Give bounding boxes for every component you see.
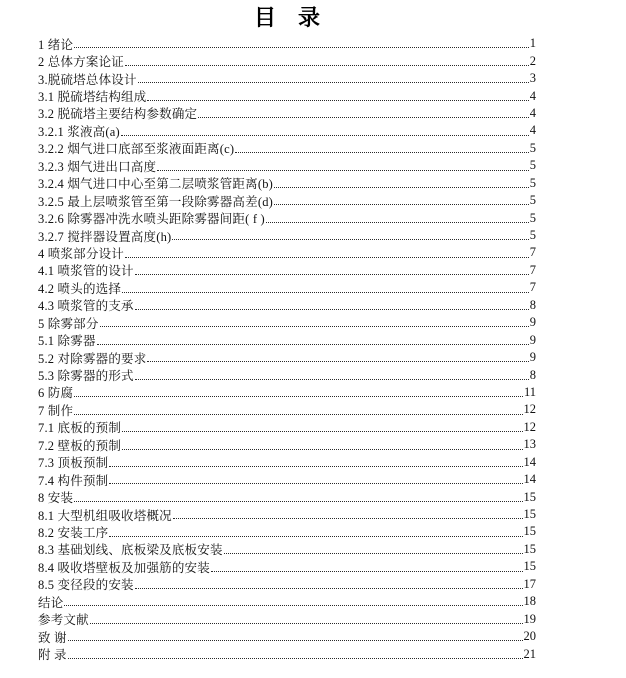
toc-entry-label: 7.4 构件预制 bbox=[38, 473, 109, 488]
toc-entry bbox=[38, 35, 536, 52]
dot-leader bbox=[135, 274, 529, 275]
dot-leader bbox=[109, 466, 522, 467]
toc-entry bbox=[38, 645, 536, 662]
toc-entry bbox=[38, 541, 536, 558]
dot-leader bbox=[68, 640, 523, 641]
toc-entry-label: 参考文献 bbox=[38, 613, 89, 628]
toc-entry bbox=[38, 384, 536, 401]
toc-entry-label: 8.4 吸收塔壁板及加强筋的安装 bbox=[38, 560, 210, 575]
toc-entry bbox=[38, 157, 536, 174]
toc-entry-page: 3 bbox=[529, 71, 536, 86]
toc-entry-page: 15 bbox=[523, 559, 536, 574]
toc-entry-label: 1 绪论 bbox=[38, 37, 74, 52]
toc-entry bbox=[38, 401, 536, 418]
dot-leader bbox=[122, 449, 522, 450]
toc-entry-label: 7 制作 bbox=[38, 403, 74, 418]
dot-leader bbox=[74, 501, 522, 502]
toc-entry-page: 15 bbox=[523, 541, 536, 556]
toc-entry bbox=[38, 506, 536, 523]
toc-entry-page: 5 bbox=[529, 228, 536, 243]
dot-leader bbox=[172, 239, 528, 240]
toc-entry-label: 3.2.2 烟气进口底部至浆液面距离(c) bbox=[38, 142, 235, 157]
dot-leader bbox=[157, 170, 529, 171]
toc-entry-page: 15 bbox=[523, 489, 536, 504]
toc-entry-page: 4 bbox=[529, 123, 536, 138]
toc-entry-page: 7 bbox=[529, 245, 536, 260]
dot-leader bbox=[100, 326, 529, 327]
toc-entry bbox=[38, 628, 536, 645]
toc-entry-label: 4 喷浆部分设计 bbox=[38, 246, 124, 261]
toc-entry bbox=[38, 419, 536, 436]
toc-entry bbox=[38, 436, 536, 453]
toc-entry-page: 9 bbox=[529, 350, 536, 365]
toc-entry-label: 7.1 底板的预制 bbox=[38, 421, 122, 436]
dot-leader bbox=[109, 536, 522, 537]
toc-list bbox=[38, 35, 536, 663]
dot-leader bbox=[198, 117, 528, 118]
dot-leader bbox=[135, 588, 523, 589]
dot-leader bbox=[173, 518, 523, 519]
toc-entry bbox=[38, 122, 536, 139]
toc-entry-label: 3.2.3 烟气进出口高度 bbox=[38, 159, 157, 174]
toc-entry-page: 7 bbox=[529, 280, 536, 295]
dot-leader bbox=[274, 204, 529, 205]
toc-entry-label: 8.2 安装工序 bbox=[38, 525, 109, 540]
toc-entry-label: 8.5 变径段的安装 bbox=[38, 578, 134, 593]
toc-entry bbox=[38, 454, 536, 471]
toc-entry bbox=[38, 488, 536, 505]
toc-entry-page: 8 bbox=[529, 297, 536, 312]
dot-leader bbox=[125, 257, 529, 258]
toc-entry-label: 7.3 顶板预制 bbox=[38, 456, 109, 471]
toc-entry bbox=[38, 593, 536, 610]
dot-leader bbox=[90, 623, 523, 624]
dot-leader bbox=[224, 553, 523, 554]
toc-entry-page: 17 bbox=[523, 576, 536, 591]
toc-entry bbox=[38, 175, 536, 192]
toc-entry-page: 7 bbox=[529, 262, 536, 277]
toc-entry-page: 15 bbox=[523, 524, 536, 539]
dot-leader bbox=[274, 187, 529, 188]
toc-entry-page: 2 bbox=[529, 53, 536, 68]
toc-entry bbox=[38, 262, 536, 279]
toc-entry bbox=[38, 297, 536, 314]
toc-entry-page: 9 bbox=[529, 315, 536, 330]
dot-leader bbox=[122, 431, 522, 432]
dot-leader bbox=[138, 82, 529, 83]
toc-entry bbox=[38, 523, 536, 540]
dot-leader bbox=[97, 344, 529, 345]
toc-entry-page: 14 bbox=[523, 472, 536, 487]
toc-entry-label: 附 录 bbox=[38, 648, 67, 663]
dot-leader bbox=[74, 414, 522, 415]
toc-entry-page: 18 bbox=[523, 594, 536, 609]
toc-entry bbox=[38, 471, 536, 488]
dot-leader bbox=[235, 152, 529, 153]
toc-entry-page: 9 bbox=[529, 332, 536, 347]
toc-entry-label: 8 安装 bbox=[38, 491, 74, 506]
toc-entry bbox=[38, 244, 536, 261]
toc-entry-label: 3.脱硫塔总体设计 bbox=[38, 72, 137, 87]
toc-entry bbox=[38, 610, 536, 627]
toc-entry-page: 4 bbox=[529, 105, 536, 120]
dot-leader bbox=[68, 658, 523, 659]
toc-entry bbox=[38, 366, 536, 383]
toc-entry bbox=[38, 349, 536, 366]
toc-entry-page: 1 bbox=[529, 36, 536, 51]
toc-entry-label: 4.3 喷浆管的支承 bbox=[38, 299, 134, 314]
toc-entry-label: 3.2.5 最上层喷浆管至第一段除雾器高差(d) bbox=[38, 194, 274, 209]
toc-entry-label: 3.2.7 搅拌器设置高度(h) bbox=[38, 229, 172, 244]
toc-entry-page: 12 bbox=[523, 402, 536, 417]
toc-entry-page: 8 bbox=[529, 367, 536, 382]
toc-entry-page: 5 bbox=[529, 193, 536, 208]
toc-entry-label: 3.2 脱硫塔主要结构参数确定 bbox=[38, 107, 198, 122]
toc-entry-page: 14 bbox=[523, 454, 536, 469]
toc-entry bbox=[38, 227, 536, 244]
toc-entry-label: 8.3 基础划线、底板梁及底板安装 bbox=[38, 543, 223, 558]
toc-entry-label: 3.2.6 除雾器冲洗水喷头距除雾器间距( f ) bbox=[38, 212, 265, 227]
dot-leader bbox=[125, 65, 529, 66]
toc-entry bbox=[38, 105, 536, 122]
dot-leader bbox=[74, 396, 523, 397]
toc-entry-page: 13 bbox=[523, 437, 536, 452]
dot-leader bbox=[147, 361, 528, 362]
toc-entry-label: 8.1 大型机组吸收塔概况 bbox=[38, 508, 172, 523]
dot-leader bbox=[64, 605, 522, 606]
toc-entry-label: 5.1 除雾器 bbox=[38, 334, 96, 349]
dot-leader bbox=[147, 100, 528, 101]
toc-entry-label: 4.1 喷浆管的设计 bbox=[38, 264, 134, 279]
toc-entry-page: 4 bbox=[529, 88, 536, 103]
toc-entry-label: 4.2 喷头的选择 bbox=[38, 281, 122, 296]
toc-entry bbox=[38, 140, 536, 157]
toc-entry-label: 致 谢 bbox=[38, 630, 67, 645]
toc-entry bbox=[38, 209, 536, 226]
dot-leader bbox=[266, 222, 529, 223]
dot-leader bbox=[109, 483, 522, 484]
toc-entry-page: 20 bbox=[523, 629, 536, 644]
toc-entry-label: 7.2 壁板的预制 bbox=[38, 438, 122, 453]
toc-entry-label: 结论 bbox=[38, 595, 64, 610]
dot-leader bbox=[211, 571, 523, 572]
toc-entry bbox=[38, 87, 536, 104]
toc-entry-page: 21 bbox=[523, 646, 536, 661]
dot-leader bbox=[135, 379, 529, 380]
page-title: 目 录 bbox=[253, 5, 320, 30]
toc-entry-page: 12 bbox=[523, 419, 536, 434]
dot-leader bbox=[74, 47, 529, 48]
dot-leader bbox=[121, 135, 529, 136]
toc-entry bbox=[38, 314, 536, 331]
toc-entry bbox=[38, 331, 536, 348]
toc-entry-page: 15 bbox=[523, 507, 536, 522]
toc-entry bbox=[38, 558, 536, 575]
toc-entry-label: 3.2.1 浆液高(a) bbox=[38, 124, 120, 139]
dot-leader bbox=[122, 292, 529, 293]
toc-entry bbox=[38, 576, 536, 593]
toc-entry-page: 5 bbox=[529, 140, 536, 155]
toc-entry-label: 5 除雾部分 bbox=[38, 316, 99, 331]
toc-entry-label: 5.2 对除雾器的要求 bbox=[38, 351, 147, 366]
toc-entry bbox=[38, 192, 536, 209]
toc-entry bbox=[38, 279, 536, 296]
toc-entry-page: 19 bbox=[523, 611, 536, 626]
toc-entry-page: 5 bbox=[529, 210, 536, 225]
dot-leader bbox=[135, 309, 529, 310]
toc-entry bbox=[38, 52, 536, 69]
toc-entry-label: 3.2.4 烟气进口中心至第二层喷浆管距离(b) bbox=[38, 177, 274, 192]
toc-entry bbox=[38, 70, 536, 87]
toc-entry-label: 2 总体方案论证 bbox=[38, 55, 124, 70]
toc-entry-label: 5.3 除雾器的形式 bbox=[38, 369, 134, 384]
toc-entry-page: 11 bbox=[523, 384, 536, 399]
toc-entry-label: 6 防腐 bbox=[38, 386, 74, 401]
toc-entry-label: 3.1 脱硫塔结构组成 bbox=[38, 90, 147, 105]
toc-entry-page: 5 bbox=[529, 158, 536, 173]
toc-entry-page: 5 bbox=[529, 175, 536, 190]
